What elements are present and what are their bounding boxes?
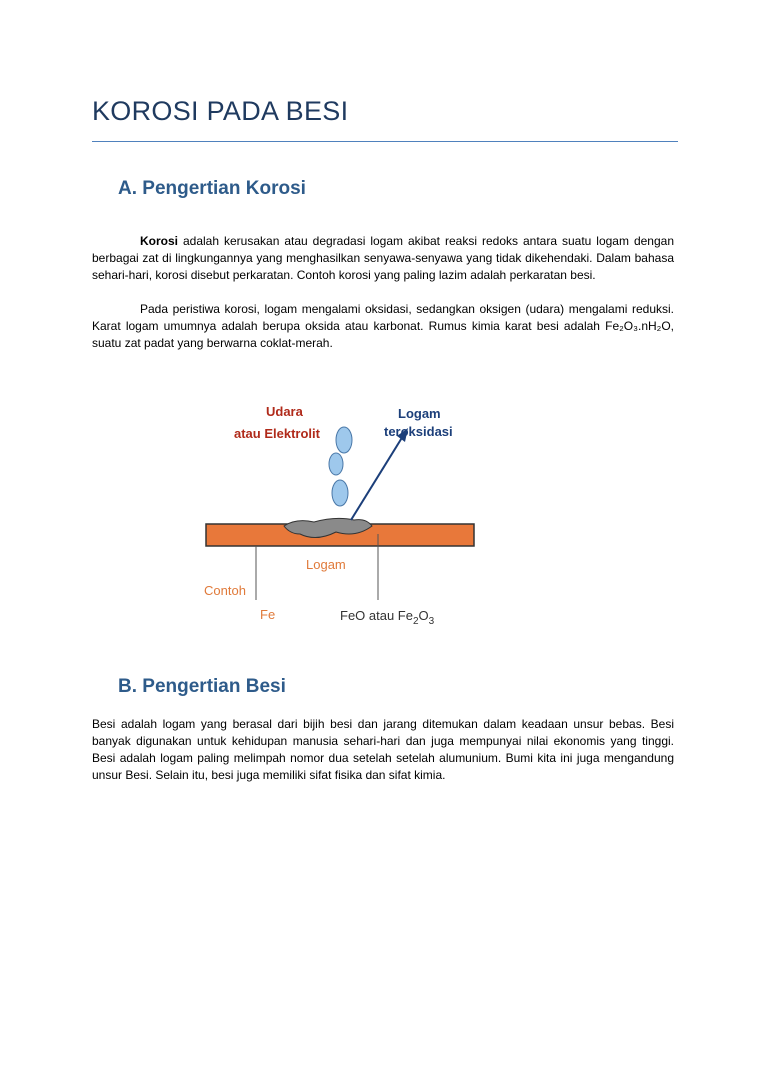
- section-a-paragraph-1: [92, 233, 674, 284]
- label-teroksidasi: teroksidasi: [384, 424, 453, 439]
- corrosion-diagram: [196, 392, 476, 632]
- label-fe: Fe: [260, 607, 276, 622]
- section-a-heading: A. Pengertian Korosi: [118, 178, 306, 199]
- label-contoh: Contoh: [204, 583, 246, 598]
- label-logam-teroksidasi: Logam: [398, 406, 441, 421]
- section-b-heading: B. Pengertian Besi: [118, 676, 286, 697]
- korosi-term: Korosi: [140, 234, 179, 248]
- title-underline: [92, 141, 678, 142]
- water-droplet: [336, 427, 352, 453]
- oxidation-arrow: [351, 436, 403, 520]
- label-oxide-o: O: [418, 608, 429, 623]
- label-oxide-sub2: 2: [412, 616, 419, 627]
- document-title: KOROSI PADA BESI: [92, 96, 349, 126]
- water-droplet: [329, 453, 343, 475]
- section-b-paragraph-1: Besi adalah logam yang berasal dari bijih besi dan jarang ditemukan dalam keadaan unsur bebas. Besi banyak digunakan untuk kehidupan manusia sehari-hari dan juga mempunyai nilai ekonomis yang tinggi. Besi adalah logam paling melimpah nomor dua setelah setelah alumunium. Bumi kita ini juga mengandung unsur Besi. Selain itu, besi juga memiliki sifat fisika dan sifat kimia.: [92, 717, 674, 782]
- label-oxide-sub3: 3: [428, 616, 435, 627]
- label-oxide: [340, 608, 435, 627]
- water-droplet: [332, 480, 348, 506]
- label-elektrolit: atau Elektrolit: [234, 426, 320, 441]
- label-logam: Logam: [306, 557, 346, 572]
- label-oxide-main: FeO atau Fe: [340, 608, 413, 623]
- section-a-paragraph-2: Pada peristiwa korosi, logam mengalami oksidasi, sedangkan oksigen (udara) mengalami reduksi. Karat logam umumnya adalah berupa oksida atau karbonat. Rumus kimia karat besi adalah Fe₂O₃.nH₂O, suatu zat padat yang berwarna coklat-merah.: [92, 302, 674, 350]
- label-udara: Udara: [266, 404, 303, 419]
- section-a-paragraph-1-text: adalah kerusakan atau degradasi logam akibat reaksi redoks antara suatu logam dengan berbagai zat di lingkungannya yang menghasilkan senyawa-senyawa yang tidak dikehendaki. Dalam bahasa sehari-hari, korosi disebut perkaratan. Contoh korosi yang paling lazim adalah perkaratan besi.: [92, 234, 674, 282]
